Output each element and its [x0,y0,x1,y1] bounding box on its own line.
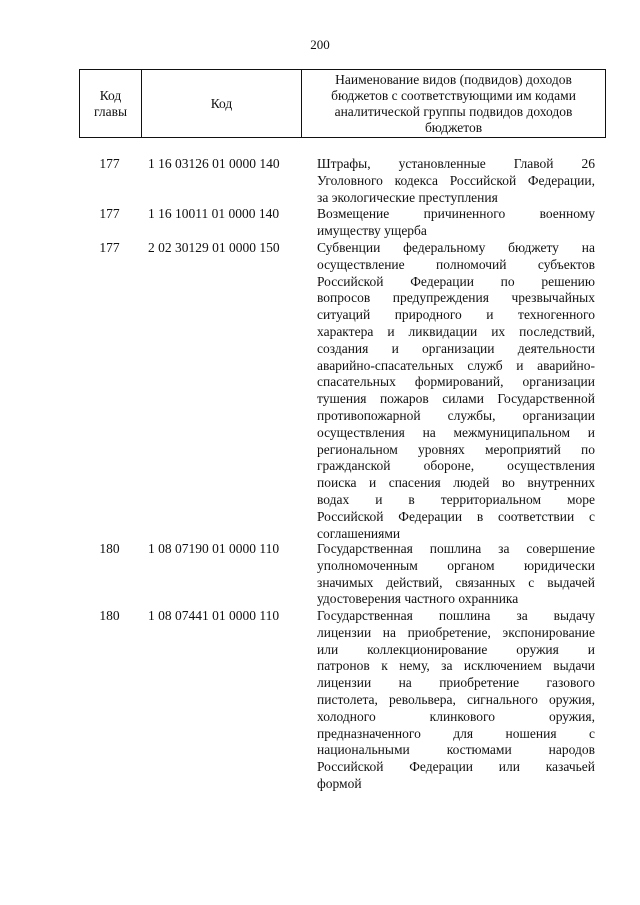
name-line: холодного клинкового оружия, [317,708,595,724]
name-line: гражданской обороне, осуществления [317,458,595,474]
name-line: Российской Федерации в соответствии с [317,508,595,524]
name-line: Государственная пошлина за выдачу [317,608,595,623]
name-line: предназначенного для ношения с [317,725,595,741]
table-row [79,206,595,240]
name-line: осуществление полномочий субъектов [317,256,595,272]
header-chapter-code [80,70,142,138]
header-chapter-line: главы [93,103,128,119]
name-line: пистолета, револьвера, сигнального оружия, [317,691,595,707]
name-line: за экологические преступления [317,189,498,205]
name-line: вопросов предупреждения чрезвычайных [317,290,595,306]
table-row [79,156,595,206]
name-line: значимых действий, связанных с выдачей [317,574,595,590]
header-name-line: Наименование видов (подвидов) доходов [335,71,572,87]
name-line: создания и организации деятельности [317,340,595,356]
revenue-name-cell [317,156,595,206]
header-chapter-line: Код [99,87,122,103]
revenue-name-cell [317,240,595,542]
chapter-code-cell: 180 [99,541,120,556]
name-line: Уголовного кодекса Российской Федерации, [317,172,595,188]
table-row [79,541,595,608]
name-line: Возмещение причиненного военному [317,206,595,221]
name-line: патронов к нему, за исключением выдачи [317,658,595,674]
revenue-name-cell [317,206,595,240]
header-code: Код [142,70,302,138]
chapter-code-cell: 177 [99,206,120,221]
name-line: ситуаций природного и техногенного [317,307,595,323]
table-row [79,240,595,542]
revenue-name-cell [317,608,595,793]
name-line: Российской Федерации по решению [317,273,595,289]
name-line: Штрафы, установленные Главой 26 [317,156,595,171]
revenue-code-cell: 1 08 07190 01 0000 110 [148,541,280,556]
header-name-line: бюджетов [424,119,483,135]
name-line: водах и в территориальном море [317,491,595,507]
name-line: соглашениями [317,525,401,541]
header-name-line: аналитической группы подвидов доходов [334,103,573,119]
chapter-code-cell: 177 [99,156,120,171]
name-line: национальными костюмами народов [317,742,595,758]
name-line: осуществления на межмуниципальном и [317,424,595,440]
name-line: уполномоченным органом юридически [317,557,595,573]
name-line: противопожарной службы, организации [317,407,595,423]
name-line: спасательных формирований, организации [317,374,595,390]
name-line: тушения пожаров силами Государственной [317,391,595,407]
name-line: характера и ликвидации их последствий, [317,323,595,339]
name-line: удостоверения частного охранника [317,591,519,607]
revenue-code-cell: 1 08 07441 01 0000 110 [148,608,280,623]
name-line: Российской Федерации или казачьей [317,759,595,775]
name-line: Субвенции федеральному бюджету на [317,240,595,255]
revenue-name-cell [317,541,595,608]
name-line: Государственная пошлина за совершение [317,541,595,556]
name-line: региональном уровнях мероприятий по [317,441,595,457]
chapter-code-cell: 177 [99,240,120,255]
header-name-line: бюджетов с соответствующими им кодами [331,87,576,103]
name-line: лицензии на приобретение, экспонирование [317,624,595,640]
name-line: поиска и спасения людей во внутренних [317,475,595,491]
name-line: формой [317,775,362,791]
name-line: или коллекционирование оружия и [317,641,595,657]
table-header [79,69,606,138]
revenue-code-cell: 1 16 10011 01 0000 140 [148,206,280,221]
name-line: имуществу ущерба [317,222,427,238]
chapter-code-cell: 180 [99,608,120,623]
name-line: аварийно-спасательных служб и аварийно- [317,357,595,373]
revenue-code-cell: 2 02 30129 01 0000 150 [148,240,280,255]
page-number: 200 [310,37,330,52]
table-row [79,608,595,793]
name-line: лицензии на приобретение газового [317,675,595,691]
revenue-code-cell: 1 16 03126 01 0000 140 [148,156,280,171]
header-name [302,70,606,138]
